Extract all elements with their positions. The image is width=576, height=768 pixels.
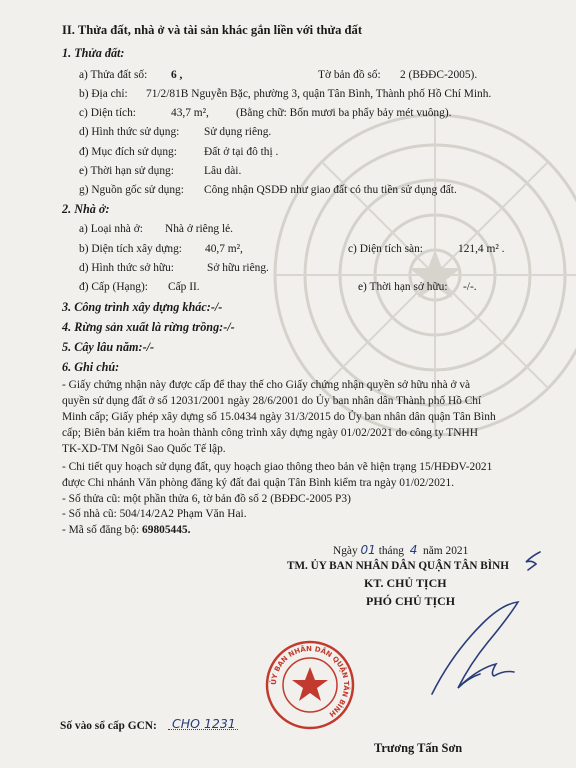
notes-line: cấp; Biên bản kiểm tra hoàn thành công trình xây dựng ngày 01/02/2021 do công ty TNHH: [62, 427, 478, 439]
registry-code: 69805445.: [142, 524, 191, 536]
purpose-value: Đất ở tại đô thị .: [204, 146, 279, 158]
notes-line: - Mã số đăng bộ: 69805445.: [62, 524, 191, 536]
area-label: c) Diện tích:: [79, 107, 136, 119]
house-heading: 2. Nhà ở:: [62, 202, 110, 216]
forest-line: 4. Rừng sản xuất là rừng trồng:-/-: [62, 320, 235, 334]
area-words: (Bằng chữ: Bốn mươi ba phẩy bảy mét vuông).: [236, 107, 452, 119]
address-value: 71/2/81B Nguyễn Bặc, phường 3, quận Tân Bình, Thành phố Hồ Chí Minh.: [146, 88, 492, 100]
plot-no-value: 6 ,: [171, 69, 183, 81]
term-label: e) Thời hạn sử dụng:: [79, 165, 174, 177]
notes-heading: 6. Ghi chú:: [62, 360, 120, 374]
signer-name: Trương Tấn Sơn: [374, 741, 463, 755]
grade-value: Cấp II.: [168, 281, 200, 293]
authority-line-2: KT. CHỦ TỊCH: [364, 576, 447, 590]
official-seal: [265, 640, 355, 730]
ownership-value: Sở hữu riêng.: [207, 262, 269, 274]
house-type-value: Nhà ở riêng lẻ.: [165, 223, 234, 235]
gcn-value: CHO 1231: [172, 716, 236, 731]
perennial-line: 5. Cây lâu năm:-/-: [62, 340, 155, 354]
notes-line: TK-XD-TM Ngôi Sao Quốc Tế lập.: [62, 443, 226, 455]
floor-area-value: 121,4 m² .: [458, 243, 505, 255]
map-sheet-label: Tờ bản đồ số:: [318, 69, 381, 81]
authority-line-1: TM. ỦY BAN NHÂN DÂN QUẬN TÂN BÌNH: [287, 560, 509, 572]
notes-line: - Số nhà cũ: 504/14/2A2 Phạm Văn Hai.: [62, 508, 247, 520]
notes-line: - Giấy chứng nhận này được cấp để thay thế cho Giấy chứng nhận quyền sở hữu nhà ở và: [62, 379, 471, 391]
gcn-label: Số vào sổ cấp GCN:: [60, 720, 157, 732]
handwritten-day: 01: [360, 543, 376, 557]
section-title: II. Thửa đất, nhà ở và tài sản khác gắn liền với thửa đất: [62, 23, 363, 37]
own-term-label: e) Thời hạn sở hữu:: [358, 281, 448, 293]
floor-area-label: c) Diện tích sàn:: [348, 243, 423, 255]
use-form-label: d) Hình thức sử dụng:: [79, 126, 180, 138]
address-label: b) Địa chỉ:: [79, 88, 128, 100]
grade-label: đ) Cấp (Hạng):: [79, 281, 148, 293]
date-line: Ngày 01 tháng 4 năm 2021: [333, 543, 469, 557]
origin-label: g) Nguồn gốc sử dụng:: [79, 184, 184, 196]
notes-line: - Số thửa cũ: một phần thửa 6, tờ bản đồ số 2 (BĐĐC-2005 P3): [62, 493, 351, 505]
notes-line: Minh cấp; Giấy phép xây dựng số 15.0434 ngày 31/3/2015 do Ủy ban nhân dân quận Tân Bình: [62, 411, 496, 423]
construction-line: 3. Công trình xây dựng khác:-/-: [62, 300, 223, 314]
origin-value: Công nhận QSDĐ như giao đất có thu tiền sử dụng đất.: [204, 184, 457, 196]
notes-line: - Chi tiết quy hoạch sử dụng đất, quy hoạch giao thông theo bản vẽ hiện trạng 15/HĐĐV-2021: [62, 461, 493, 473]
build-area-value: 40,7 m²,: [205, 243, 243, 255]
house-type-label: a) Loại nhà ở:: [79, 223, 143, 235]
authority-line-3: PHÓ CHỦ TỊCH: [366, 594, 456, 608]
land-heading: 1. Thửa đất:: [62, 46, 125, 60]
plot-no-label: a) Thửa đất số:: [79, 69, 148, 81]
notes-line: quyền sử dụng đất ở số 12031/2001 ngày 28/6/2001 do Ủy ban nhân dân Thành phố Hồ Chí: [62, 395, 482, 407]
handwritten-month: 4: [409, 543, 418, 557]
use-form-value: Sử dụng riêng.: [204, 126, 272, 138]
notes-line: được Chi nhánh Văn phòng đăng ký đất đai quận Tân Bình kiểm tra ngày 01/02/2021.: [62, 477, 455, 489]
build-area-label: b) Diện tích xây dựng:: [79, 243, 182, 255]
signature: [392, 544, 552, 724]
term-value: Lâu dài.: [204, 165, 242, 177]
svg-text:ỦY BAN NHÂN DÂN QUẬN TÂN BÌNH: ỦY BAN NHÂN DÂN QUẬN TÂN BÌNH: [269, 644, 351, 719]
map-sheet-value: 2 (BĐĐC-2005).: [400, 69, 478, 81]
ownership-label: d) Hình thức sở hữu:: [79, 262, 174, 274]
purpose-label: đ) Mục đích sử dụng:: [79, 146, 177, 158]
area-value: 43,7 m²,: [171, 107, 209, 119]
gcn-dotted-line: [168, 729, 238, 730]
own-term-value: -/-.: [463, 281, 477, 293]
